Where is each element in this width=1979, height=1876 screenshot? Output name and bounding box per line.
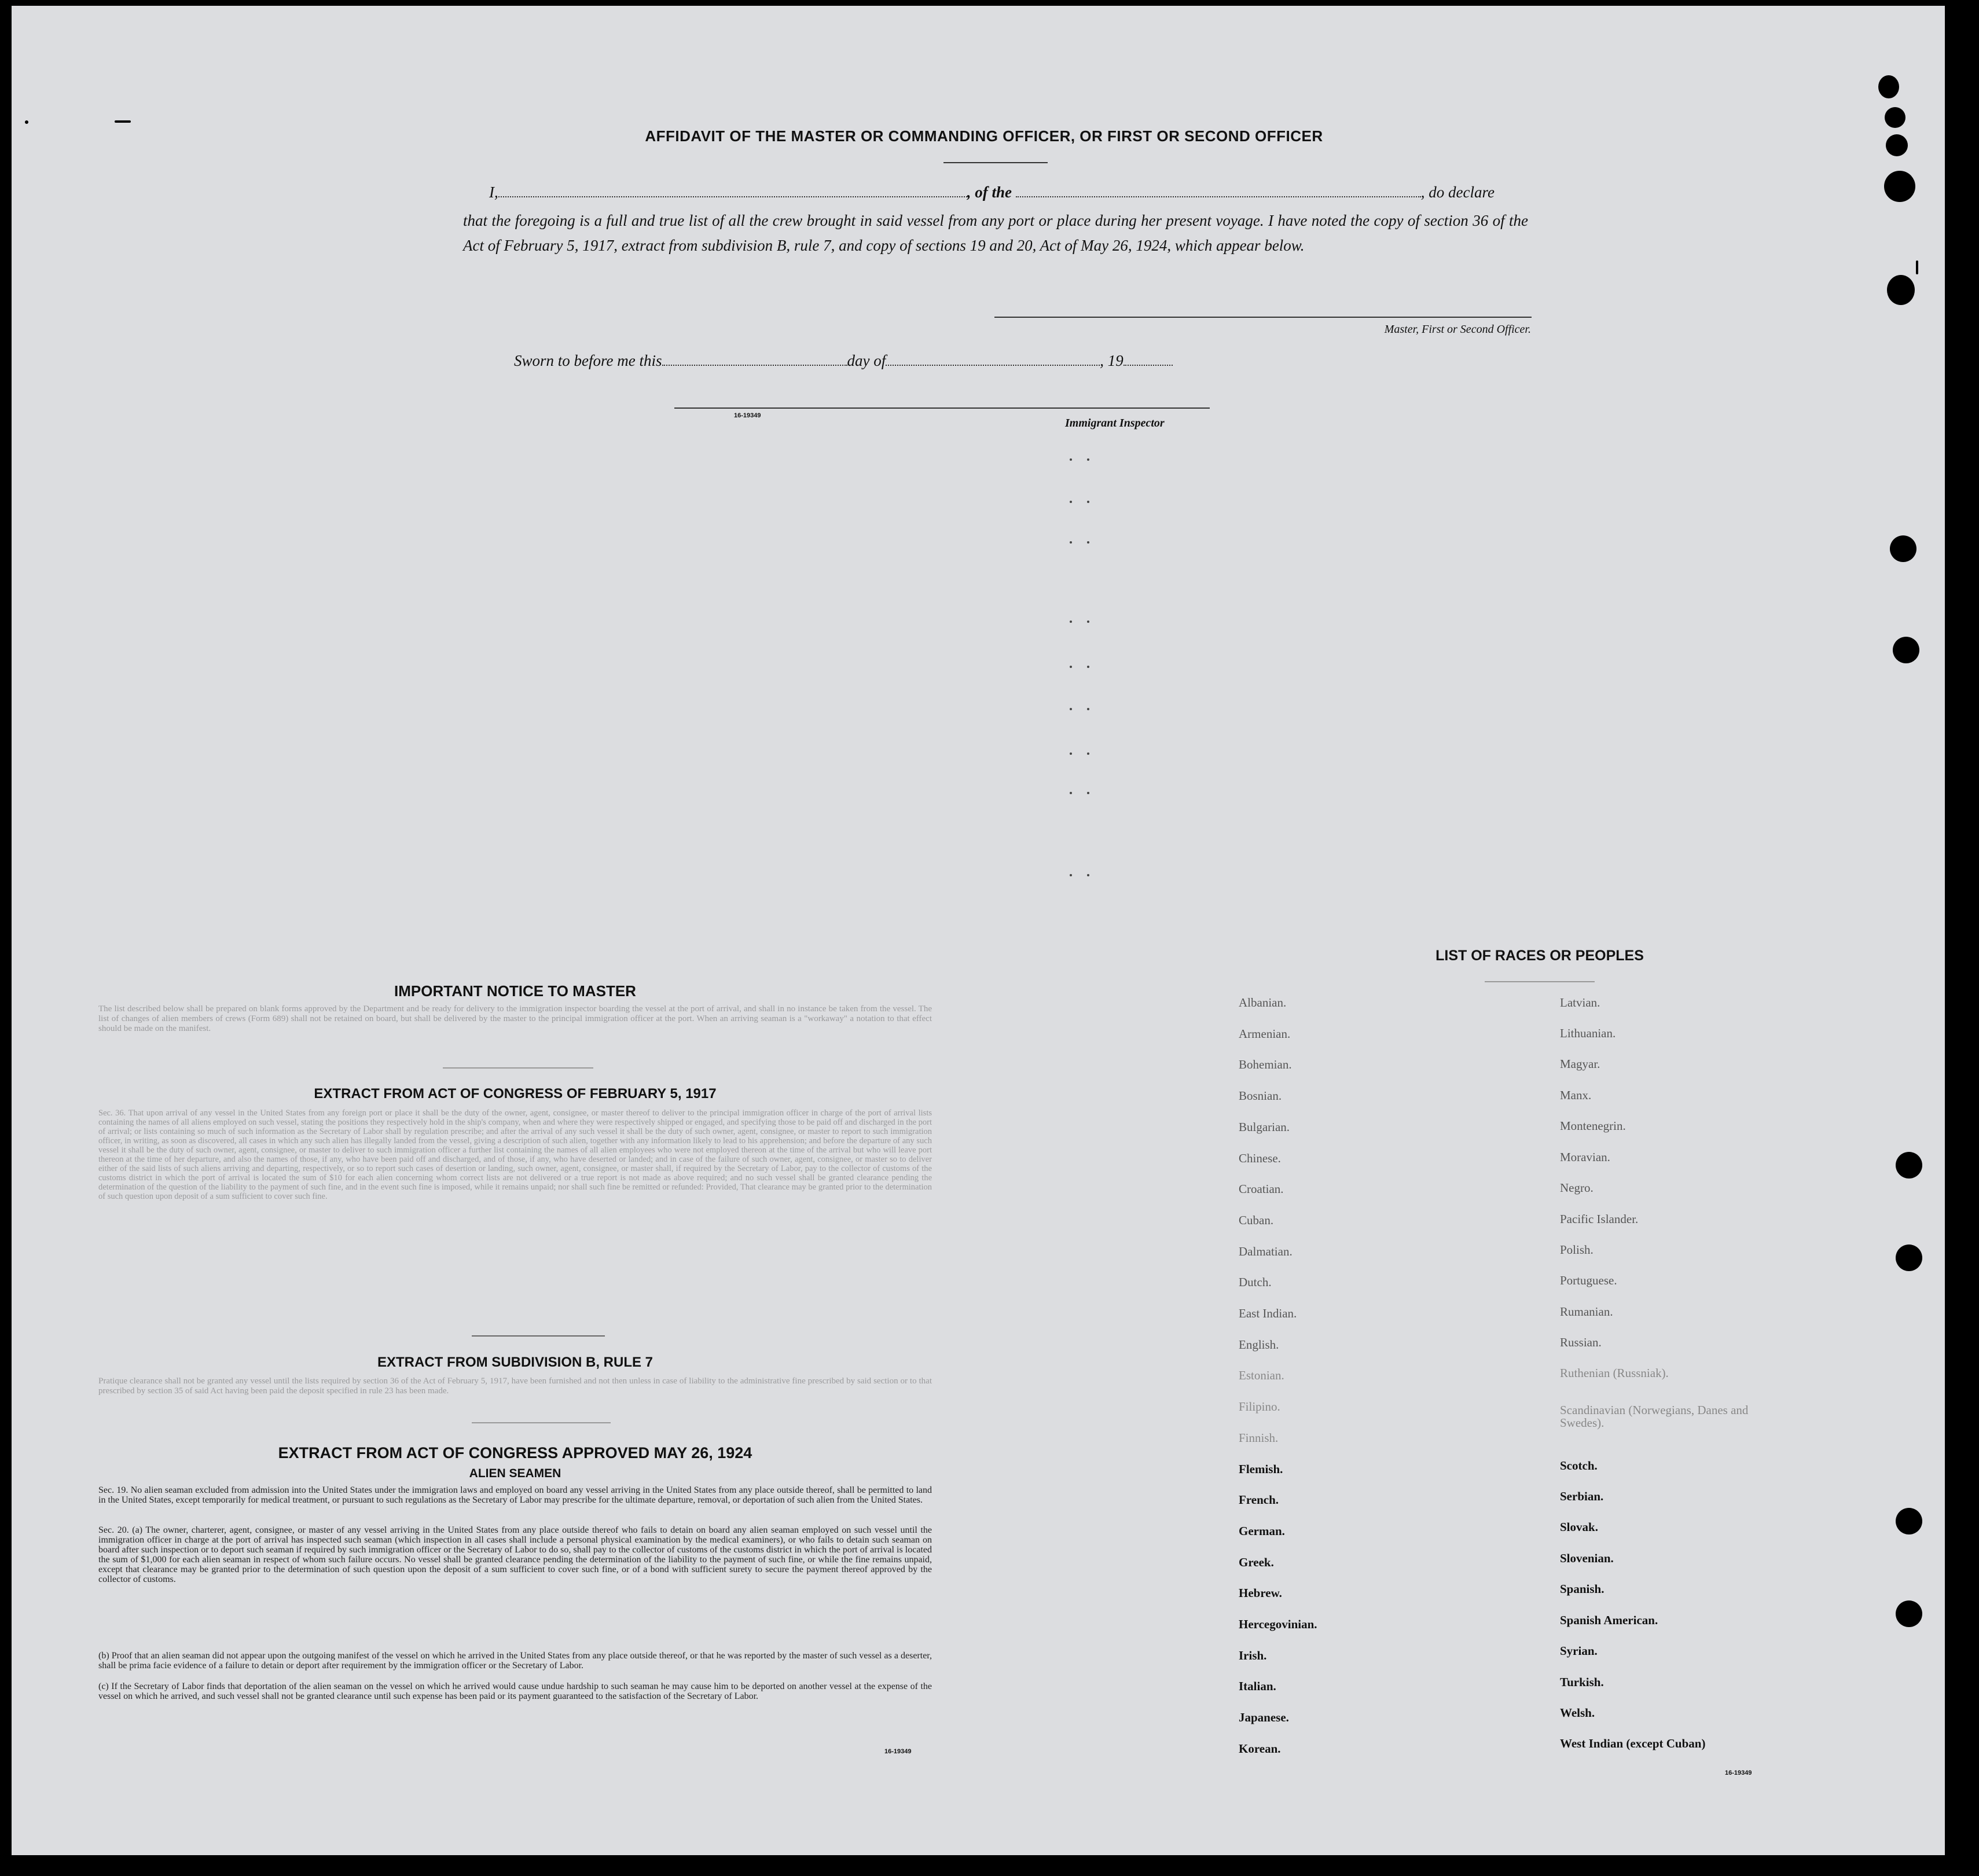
punch-hole xyxy=(1893,637,1919,663)
section-divider xyxy=(1485,981,1595,982)
extract-rule7-text: Pratique clearance shall not be granted any vessel until the lists required by section 36 of the Act of February 5, 1917, have been furnished and not then unless in case of liability to the administrative fine prescribed by said section or to that prescribed by section 35 of said Act having been paid the deposit specified in rule 23 has been made. xyxy=(98,1376,932,1396)
fold-dot xyxy=(1087,752,1089,755)
punch-hole xyxy=(1885,107,1905,128)
declare-label: , do declare xyxy=(1420,183,1495,201)
race-item: Dutch. xyxy=(1239,1275,1272,1290)
race-item: Negro. xyxy=(1560,1181,1594,1195)
race-item: Flemish. xyxy=(1239,1462,1283,1476)
fold-dot xyxy=(1087,621,1089,623)
fold-dot xyxy=(1087,458,1089,461)
race-item: Croatian. xyxy=(1239,1182,1284,1196)
extract-1917-title: EXTRACT FROM ACT OF CONGRESS OF FEBRUARY 5, 1917 xyxy=(314,1086,717,1102)
race-item: Albanian. xyxy=(1239,996,1287,1009)
race-item: Scotch. xyxy=(1560,1459,1598,1473)
fold-dot xyxy=(1087,874,1089,876)
of-the-label: , of the xyxy=(967,183,1012,201)
race-item: French. xyxy=(1239,1493,1279,1507)
year-label: , 19 xyxy=(1100,352,1123,369)
section-20b-text: (b) Proof that an alien seaman did not appear upon the outgoing manifest of the vessel on which he arrived in the United States from any place outside thereof, or that he was reported by the master of such vessel as a deserter, shall be prima facie evidence of a failure to detain or deport after requirement by the immigration officer or the Secretary of Labor. xyxy=(98,1651,932,1671)
declaration-body: that the foregoing is a full and true list of all the crew brought in said vessel from any port or place during her present voyage. I have noted the copy of section 36 of the Act of February 5, 1917, extract from subdivision B, rule 7, and copy of sections 19 and 20, Act of May 26, 1924, which appear below. xyxy=(463,212,1528,254)
race-item: Serbian. xyxy=(1560,1489,1604,1503)
race-item: Syrian. xyxy=(1560,1644,1598,1658)
race-item: Moravian. xyxy=(1560,1150,1610,1164)
race-item: West Indian (except Cuban) xyxy=(1560,1737,1706,1750)
race-item: Armenian. xyxy=(1239,1026,1291,1041)
section-20c-text: (c) If the Secretary of Labor finds that deportation of the alien seaman on the vessel on which he arrived would cause undue hardship to such seaman he may cause him to be deported on another vessel at the expense of the vessel on which he arrived, and such vessel shall not be granted clearance until such expense has been paid or its payment guaranteed to the satisfaction of the Secretary of Labor. xyxy=(98,1682,932,1701)
race-item: Bohemian. xyxy=(1239,1058,1292,1072)
section-divider xyxy=(472,1422,611,1423)
race-item: Irish. xyxy=(1239,1648,1267,1662)
punch-hole xyxy=(1884,171,1915,202)
speck xyxy=(1916,260,1918,274)
month-blank[interactable] xyxy=(886,354,1100,366)
race-item: Filipino. xyxy=(1239,1400,1280,1414)
fold-dot xyxy=(1070,541,1072,544)
race-item: Greek. xyxy=(1239,1555,1274,1569)
race-item: Hebrew. xyxy=(1239,1586,1282,1600)
fold-dot xyxy=(1087,708,1089,710)
punch-hole xyxy=(1896,1152,1922,1179)
speck xyxy=(25,120,28,124)
race-item: Manx. xyxy=(1560,1088,1592,1102)
races-title: LIST OF RACES OR PEOPLES xyxy=(1435,948,1644,964)
race-item: Dalmatian. xyxy=(1239,1244,1293,1258)
race-item: Cuban. xyxy=(1239,1213,1274,1227)
race-item: Hercegovinian. xyxy=(1239,1617,1317,1631)
race-item: Finnish. xyxy=(1239,1430,1279,1445)
form-number: 16-19349 xyxy=(734,412,761,419)
punch-hole xyxy=(1896,1508,1922,1534)
race-item: Turkish. xyxy=(1560,1675,1604,1689)
extract-rule7-title: EXTRACT FROM SUBDIVISION B, RULE 7 xyxy=(377,1354,653,1370)
race-item: Estonian. xyxy=(1239,1368,1284,1383)
form-number: 16-19349 xyxy=(1725,1769,1752,1776)
fold-dot xyxy=(1070,708,1072,710)
notice-text: The list described below shall be prepared on blank forms approved by the Department and be ready for delivery to the immigration inspector boarding the vessel at the port of arrival, and shall in no instance be taken from the vessel. The list of changes of alien members of crews (Form 689) shall not be retained on board, but shall be delivered by the master to the principal immigration officer at the port. When an arriving seaman is a "workaway" a notation to that effect should be made on the manifest. xyxy=(98,1004,932,1033)
fold-dot xyxy=(1087,501,1089,503)
day-blank[interactable] xyxy=(662,354,847,366)
sworn-line xyxy=(514,352,1173,370)
race-item: Welsh. xyxy=(1560,1706,1595,1720)
extract-1924-title: EXTRACT FROM ACT OF CONGRESS APPROVED MAY 26, 1924 xyxy=(278,1444,752,1462)
fold-dot xyxy=(1070,666,1072,668)
race-item: Russian. xyxy=(1560,1335,1602,1349)
race-item: Pacific Islander. xyxy=(1560,1212,1639,1226)
vessel-blank[interactable] xyxy=(1016,185,1421,197)
extract-1917-text: Sec. 36. That upon arrival of any vessel in the United States from any foreign port or place it shall be the duty of the owner, agent, consignee, or master thereof to deliver to the principal immigration officer in charge of the port of arrival lists containing the names of all aliens employed on such vessel, stating the positions they respectively hold in the ship's company, when and where they were respectively shipped or engaged, and specifying those to be paid off and discharged in the port of arrival; or lists containing so much of such information as the Secretary of Labor shall by regulation prescribe; and after the arrival of any such vessel it shall be the duty of such owner, agent, consignee, or master to report to such immigration officer, in writing, as soon as discovered, all cases in which any such alien has illegally landed from the vessel, giving a description of such alien, together with any information likely to lead to his apprehension; and before the departure of any such vessel it shall be the duty of such owner, agent, consignee, or master to deliver to such immigration officer a further list containing the names of all alien employees who were not employed thereon at the time of the arrival but who will leave port thereon at the time of her departure, and also the names of those, if any, who have been paid off and discharged, and of those, if any, who have deserted or landed; and in case of the failure of such owner, agent, consignee, or master so to deliver either of the said lists of such aliens arriving and departing, respectively, or so to report such cases of desertion or landing, such owner, agent, consignee, or master shall, if required by the Secretary of Labor, pay to the collector of customs of the customs district in which the port of arrival is located the sum of $10 for each alien concerning whom correct lists are not delivered or a true report is not made as above required; and no such vessel shall be granted clearance pending the determination of the question of the liability to the payment of such fine, and in the event such fine is imposed, while it remains unpaid; nor shall such fine be remitted or refunded: Provided, That clearance may be granted prior to the determination of such question upon deposit of a sum sufficient to cover such fine. xyxy=(98,1108,932,1201)
race-item: Latvian. xyxy=(1560,996,1600,1009)
race-item: Slovenian. xyxy=(1560,1551,1614,1565)
race-item: Chinese. xyxy=(1239,1151,1281,1165)
title-underline xyxy=(943,162,1048,163)
section-divider xyxy=(472,1335,605,1337)
form-number: 16-19349 xyxy=(884,1748,912,1755)
race-item: Japanese. xyxy=(1239,1710,1289,1725)
race-item: Spanish American. xyxy=(1560,1613,1658,1627)
race-item: Montenegrin. xyxy=(1560,1119,1626,1133)
race-item: Bulgarian. xyxy=(1239,1119,1290,1134)
punch-hole xyxy=(1896,1600,1922,1627)
race-item: Magyar. xyxy=(1560,1057,1600,1071)
notice-title: IMPORTANT NOTICE TO MASTER xyxy=(394,982,636,1000)
fold-dot xyxy=(1070,874,1072,876)
race-item: Portuguese. xyxy=(1560,1273,1617,1287)
punch-hole xyxy=(1886,134,1908,156)
name-blank[interactable] xyxy=(498,185,967,197)
signature-caption: Master, First or Second Officer. xyxy=(1384,323,1531,336)
fold-dot xyxy=(1070,752,1072,755)
punch-hole xyxy=(1878,75,1899,98)
punch-hole xyxy=(1887,275,1915,305)
fold-dot xyxy=(1070,501,1072,503)
affidavit-title: AFFIDAVIT OF THE MASTER OR COMMANDING OFFICER, OR FIRST OR SECOND OFFICER xyxy=(645,127,1323,145)
day-of-label: day of xyxy=(847,352,886,369)
form-sheet xyxy=(12,6,1945,1855)
section-19-text: Sec. 19. No alien seaman excluded from admission into the United States under the immigration laws and employed on board any vessel arriving in the United States from any place outside thereof, shall be permitted to land in the United States, except temporarily for medical treatment, or pursuant to such regulations as the Secretary of Labor may prescribe for the ultimate departure, removal, or deportation of such alien from the United States. xyxy=(98,1485,932,1505)
race-item: German. xyxy=(1239,1523,1285,1538)
race-item: Ruthenian (Russniak). xyxy=(1560,1366,1669,1380)
fold-dot xyxy=(1070,621,1072,623)
race-item: Korean. xyxy=(1239,1741,1281,1756)
race-item: Bosnian. xyxy=(1239,1089,1282,1103)
inspector-signature-line[interactable] xyxy=(674,407,1210,409)
race-item: Lithuanian. xyxy=(1560,1026,1616,1040)
race-item: Scandinavian (Norwegians, Danes and Swedes). xyxy=(1560,1403,1749,1430)
punch-hole xyxy=(1890,535,1916,562)
fold-dot xyxy=(1087,666,1089,668)
race-item: Polish. xyxy=(1560,1243,1594,1257)
section-20a-text: Sec. 20. (a) The owner, charterer, agent, consignee, or master of any vessel arriving in the United States from any place outside thereof who fails to detain on board any alien seaman employed on such vessel until the immigration officer in charge at the port of arrival has inspected such seaman (which inspection in all cases shall include a personal physical examination by the medical examiners), or who fails to detain such seaman on board after such inspection or to deport such seaman if required by such immigration officer or the Secretary of Labor to do so, shall pay to the collector of customs of the customs district in which the port of arrival is located the sum of $1,000 for each alien seaman in respect of whom such failure occurs. No vessel shall be granted clearance pending the determination of the liability to the payment of such fine, or while the fine remains unpaid, except that clearance may be granted prior to the determination of such question upon the deposit of a sum sufficient to cover such fine, or of a bond with sufficient surety to secure the payment thereof approved by the collector of customs. xyxy=(98,1525,932,1584)
extract-1924-subtitle: ALIEN SEAMEN xyxy=(469,1467,561,1480)
race-item: Italian. xyxy=(1239,1679,1276,1694)
i-label: I, xyxy=(489,183,498,201)
punch-hole xyxy=(1896,1244,1922,1271)
fold-dot xyxy=(1087,541,1089,544)
fold-dot xyxy=(1070,458,1072,461)
race-item: Slovak. xyxy=(1560,1520,1598,1534)
year-blank[interactable] xyxy=(1123,354,1173,366)
declaration-line xyxy=(489,183,1551,201)
signature-line[interactable] xyxy=(994,317,1532,318)
race-item: East Indian. xyxy=(1239,1306,1297,1320)
fold-dot xyxy=(1087,792,1089,794)
inspector-caption: Immigrant Inspector xyxy=(1065,417,1165,429)
speck xyxy=(115,120,131,123)
race-item: Spanish. xyxy=(1560,1582,1605,1596)
sworn-prefix: Sworn to before me this xyxy=(514,352,662,369)
fold-dot xyxy=(1070,792,1072,794)
race-item: English. xyxy=(1239,1337,1279,1352)
race-item: Rumanian. xyxy=(1560,1305,1613,1319)
section-divider xyxy=(443,1067,593,1069)
